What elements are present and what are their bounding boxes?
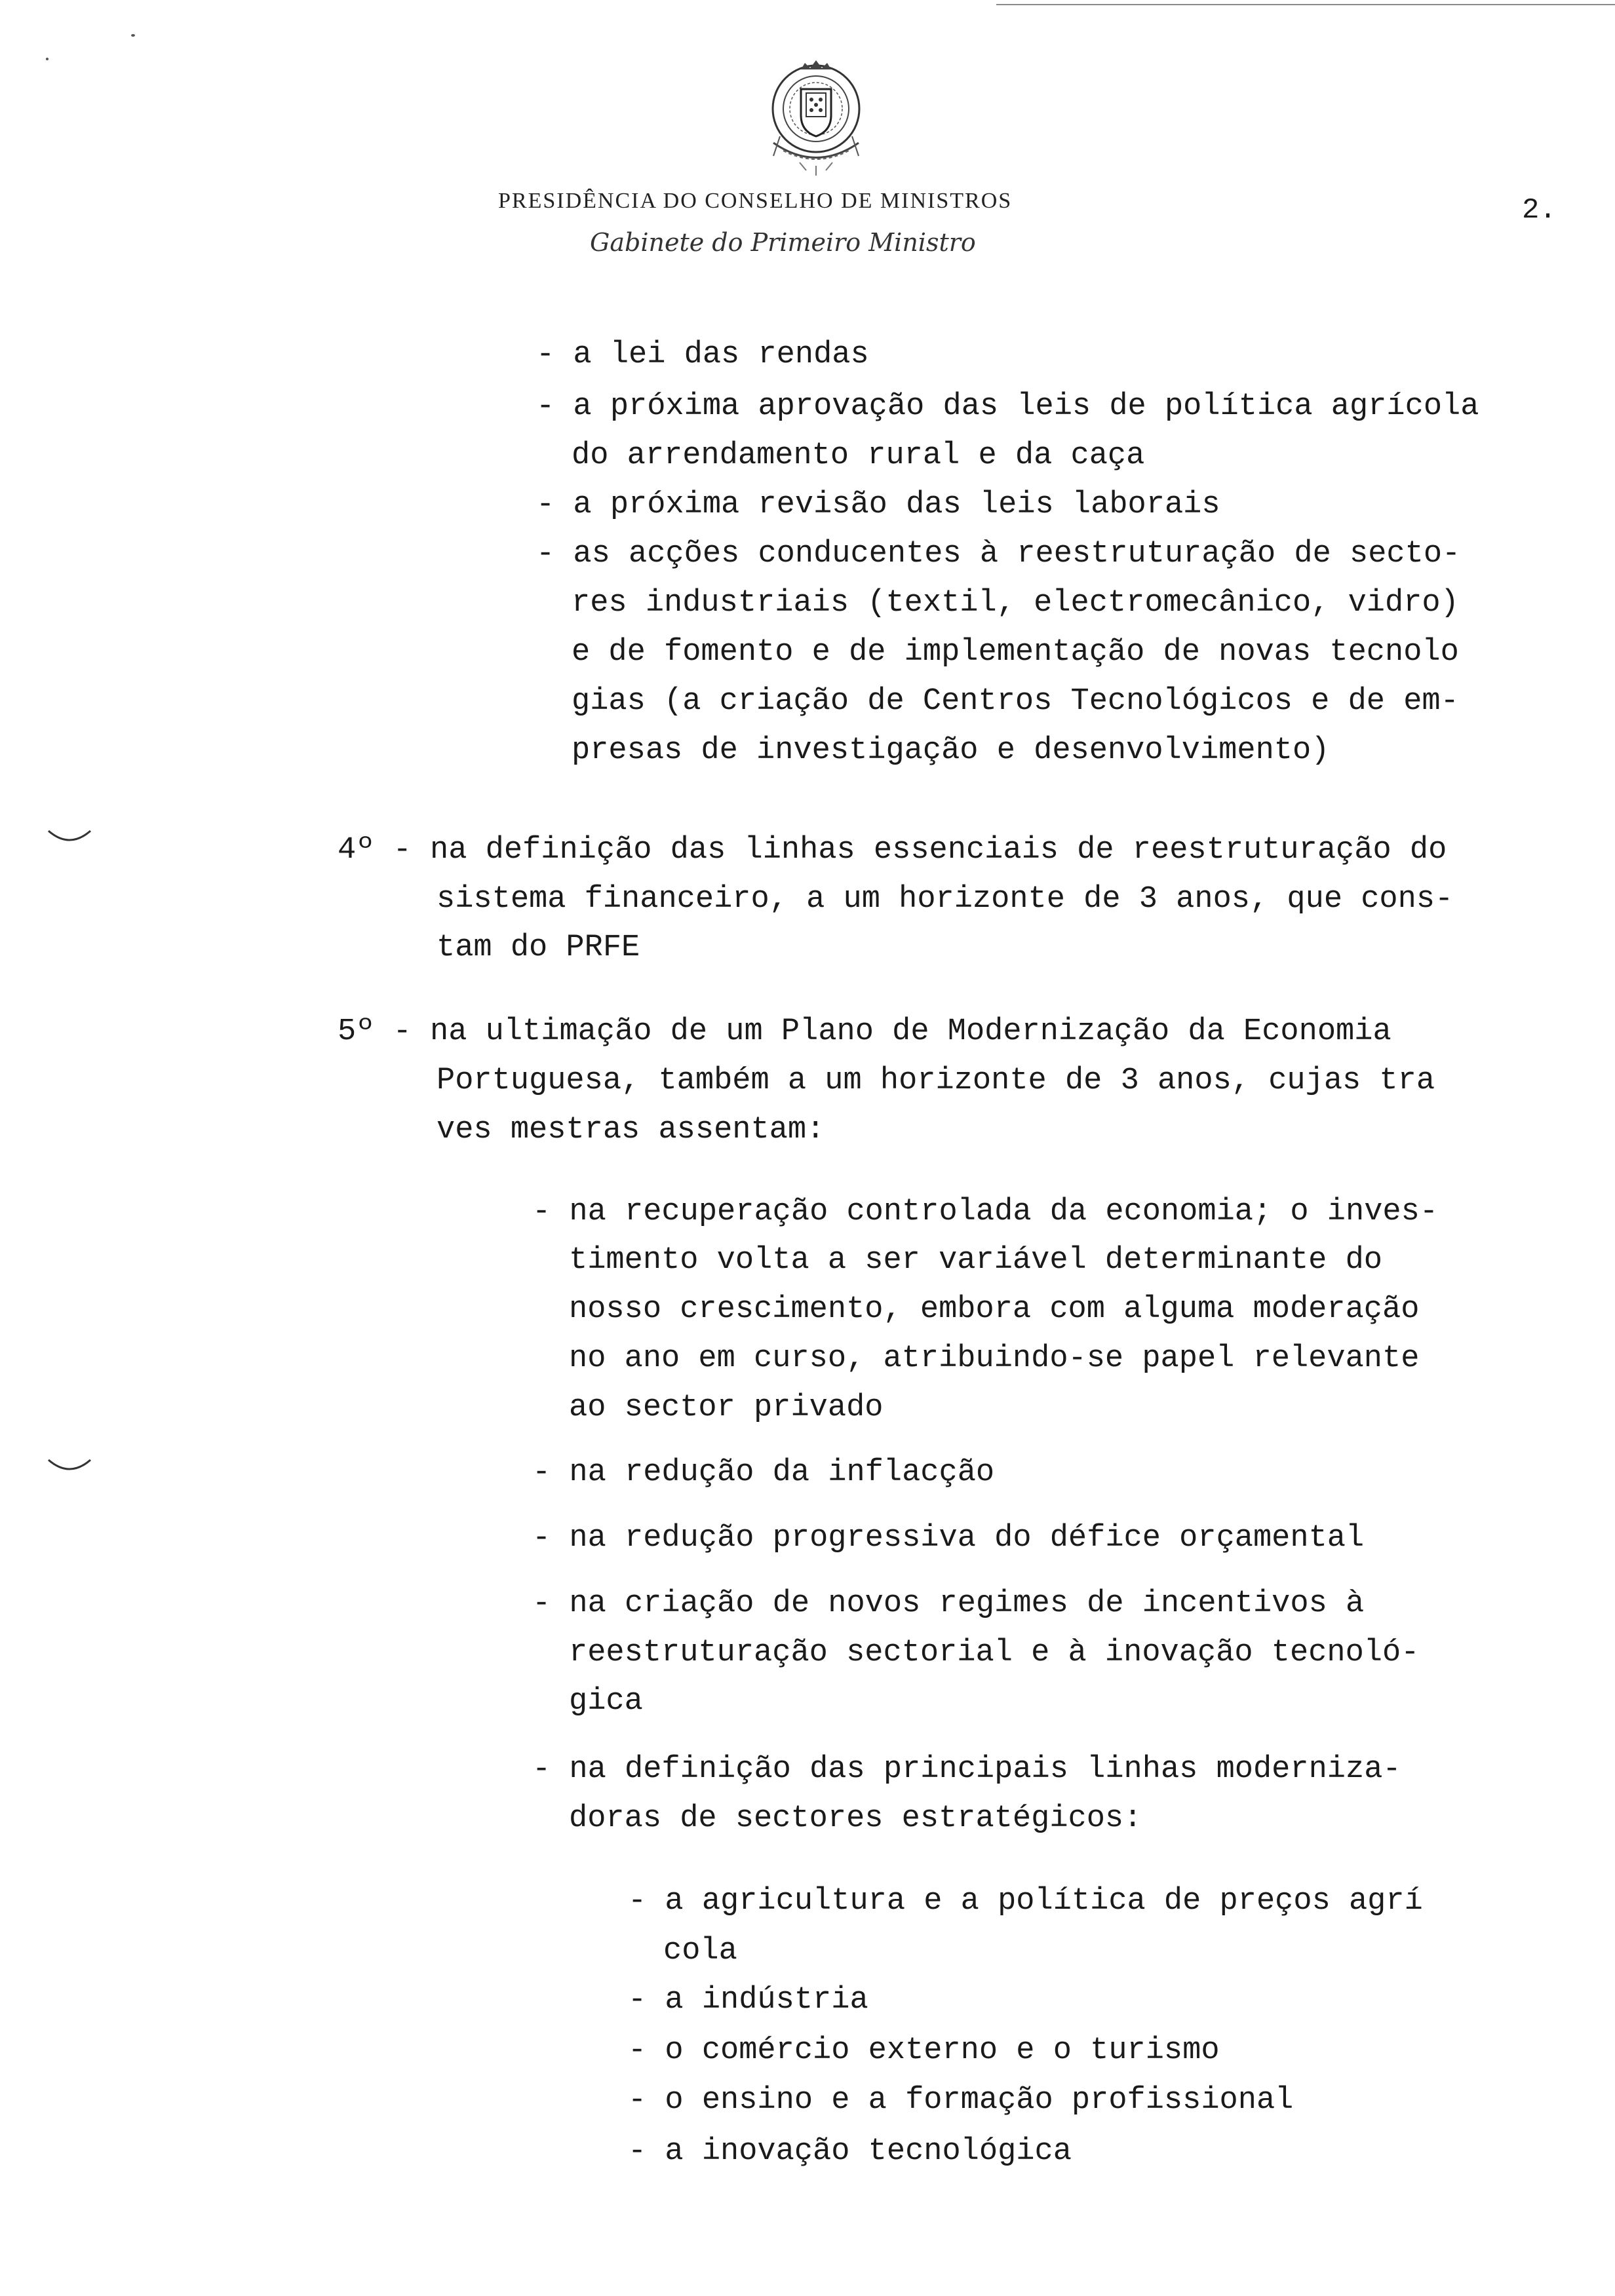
text-line: - a indústria <box>628 1983 868 2018</box>
text-line: doras de sectores estratégicos: <box>569 1801 1142 1836</box>
text-line: e de fomento e de implementação de novas tecnolo <box>572 635 1459 670</box>
coat-of-arms-seal-icon <box>754 58 878 182</box>
text-line: - na criação de novos regimes de incentivos à <box>532 1586 1365 1621</box>
text-line: reestruturação sectorial e à inovação tecnoló- <box>569 1636 1420 1670</box>
text-line: - a lei das rendas <box>536 337 869 372</box>
text-line: do arrendamento rural e da caça <box>572 438 1145 473</box>
text-line: sistema financeiro, a um horizonte de 3 anos, que cons- <box>437 882 1454 917</box>
cabinet-signature: Gabinete do Primeiro Ministro <box>590 228 976 257</box>
top-edge-rule <box>996 4 1615 5</box>
text-line: - a próxima aprovação das leis de política agrícola <box>536 389 1479 424</box>
text-line: timento volta a ser variável determinante do <box>569 1243 1383 1278</box>
text-line: presas de investigação e desenvolvimento) <box>572 733 1330 768</box>
text-line: nosso crescimento, embora com alguma moderação <box>569 1292 1420 1327</box>
text-line: - na definição das principais linhas moderniza- <box>532 1752 1401 1787</box>
text-line: 5º - na ultimação de um Plano de Modernização da Economia <box>338 1014 1391 1049</box>
text-line: Portuguesa, também a um horizonte de 3 anos, cujas tra <box>437 1063 1435 1098</box>
text-line: gica <box>569 1684 643 1719</box>
text-line: - o ensino e a formação profissional <box>628 2083 1294 2118</box>
text-line: - na redução progressiva do défice orçamental <box>532 1521 1365 1556</box>
page-number: 2. <box>1522 194 1557 227</box>
text-line: tam do PRFE <box>437 930 640 965</box>
binding-punch-mark-icon <box>46 1456 93 1476</box>
text-line: gias (a criação de Centros Tecnológicos e de em- <box>572 684 1459 719</box>
text-line: - a agricultura e a política de preços agrí <box>628 1884 1423 1919</box>
text-line: - as acções conducentes à reestruturação de secto- <box>536 537 1461 571</box>
scan-speck <box>46 58 49 60</box>
text-line: no ano em curso, atribuindo-se papel relevante <box>569 1341 1420 1376</box>
text-line: - na redução da inflacção <box>532 1455 995 1490</box>
text-line: ao sector privado <box>569 1390 884 1425</box>
text-line: 4º - na definição das linhas essenciais de reestruturação do <box>338 833 1447 868</box>
text-line: - a próxima revisão das leis laborais <box>536 488 1220 522</box>
text-line: res industriais (textil, electromecânico, vidro) <box>572 586 1459 621</box>
text-line: - a inovação tecnológica <box>628 2134 1072 2169</box>
scan-speck <box>131 34 135 37</box>
text-line: cola <box>663 1934 737 1968</box>
text-line: - na recuperação controlada da economia; o inves- <box>532 1195 1439 1229</box>
institution-name: PRESIDÊNCIA DO CONSELHO DE MINISTROS <box>498 189 1013 213</box>
text-line: - o comércio externo e o turismo <box>628 2033 1220 2068</box>
text-line: ves mestras assentam: <box>437 1113 825 1147</box>
binding-punch-mark-icon <box>46 827 93 847</box>
